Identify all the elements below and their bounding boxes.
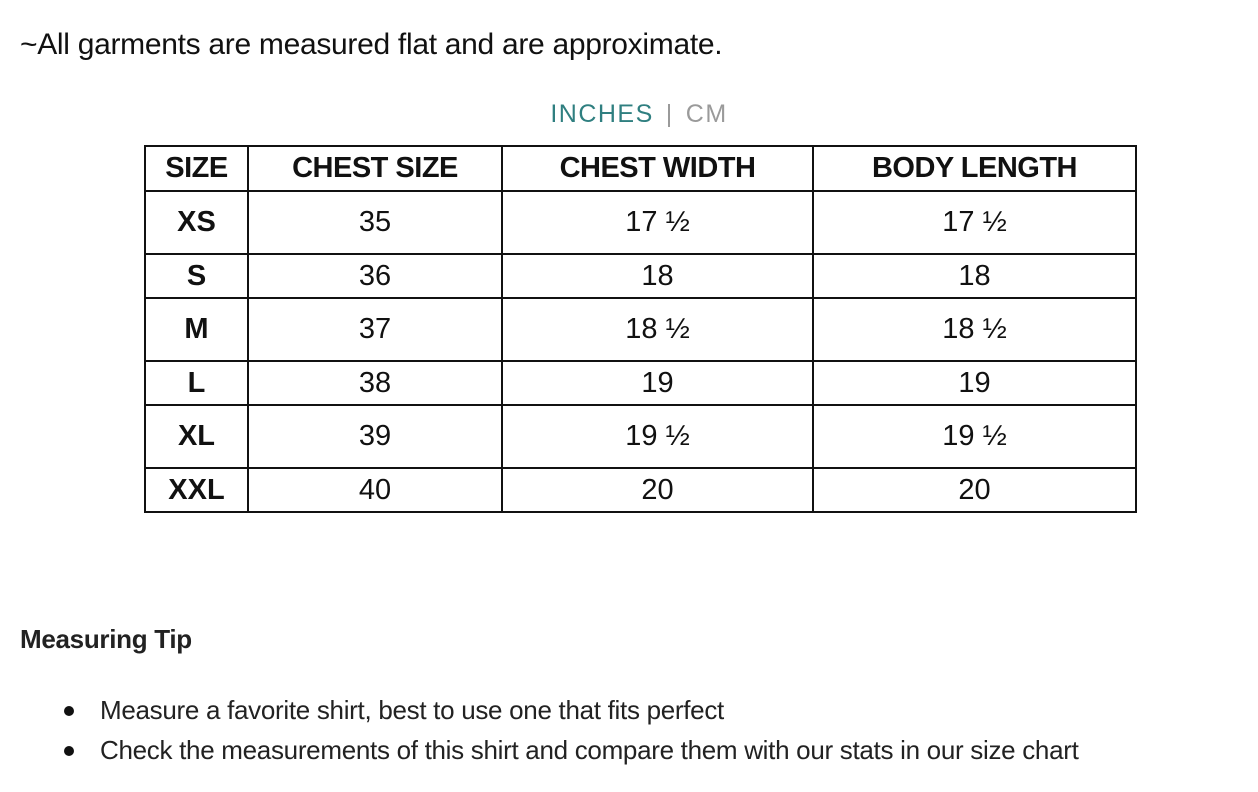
chest-size-cell: 40: [248, 468, 502, 512]
list-item: [62, 730, 1079, 770]
measuring-tip-list: [62, 690, 1079, 770]
table-row: [145, 254, 1136, 298]
body-length-cell: 20: [813, 468, 1136, 512]
header-chest-width: CHEST WIDTH: [502, 146, 813, 191]
header-body-length: BODY LENGTH: [813, 146, 1136, 191]
size-cell: L: [145, 361, 248, 405]
list-item: [62, 690, 1079, 730]
body-length-cell: 18: [813, 254, 1136, 298]
chest-size-cell: 36: [248, 254, 502, 298]
chest-width-cell: 18: [502, 254, 813, 298]
table-row: [145, 298, 1136, 361]
chest-size-cell: 35: [248, 191, 502, 254]
bullet-icon: [64, 706, 74, 716]
inches-unit-tab[interactable]: INCHES: [550, 100, 654, 128]
size-cell: S: [145, 254, 248, 298]
size-cell: XL: [145, 405, 248, 468]
header-size: SIZE: [145, 146, 248, 191]
unit-toggle: [0, 100, 1258, 129]
chest-width-cell: 18 ½: [502, 298, 813, 361]
chest-width-cell: 19 ½: [502, 405, 813, 468]
garment-measurement-note: ~All garments are measured flat and are approximate.: [20, 28, 723, 61]
header-chest-size: CHEST SIZE: [248, 146, 502, 191]
chest-width-cell: 19: [502, 361, 813, 405]
size-cell: XS: [145, 191, 248, 254]
table-row: [145, 468, 1136, 512]
chest-size-cell: 37: [248, 298, 502, 361]
body-length-cell: 19 ½: [813, 405, 1136, 468]
chest-width-cell: 17 ½: [502, 191, 813, 254]
body-length-cell: 17 ½: [813, 191, 1136, 254]
table-row: [145, 191, 1136, 254]
cm-unit-tab[interactable]: CM: [685, 100, 728, 128]
bullet-icon: [64, 746, 74, 756]
tip-text: Measure a favorite shirt, best to use one that fits perfect: [100, 695, 724, 725]
body-length-cell: 19: [813, 361, 1136, 405]
measuring-tip-heading: Measuring Tip: [20, 624, 192, 654]
tip-text: Check the measurements of this shirt and compare them with our stats in our size chart: [100, 735, 1079, 765]
chest-width-cell: 20: [502, 468, 813, 512]
chest-size-cell: 38: [248, 361, 502, 405]
chest-size-cell: 39: [248, 405, 502, 468]
table-row: [145, 361, 1136, 405]
size-cell: XXL: [145, 468, 248, 512]
table-row: [145, 405, 1136, 468]
body-length-cell: 18 ½: [813, 298, 1136, 361]
size-cell: M: [145, 298, 248, 361]
size-chart-header-row: [145, 146, 1136, 191]
size-chart-table: [144, 145, 1137, 513]
unit-separator: |: [665, 100, 674, 128]
